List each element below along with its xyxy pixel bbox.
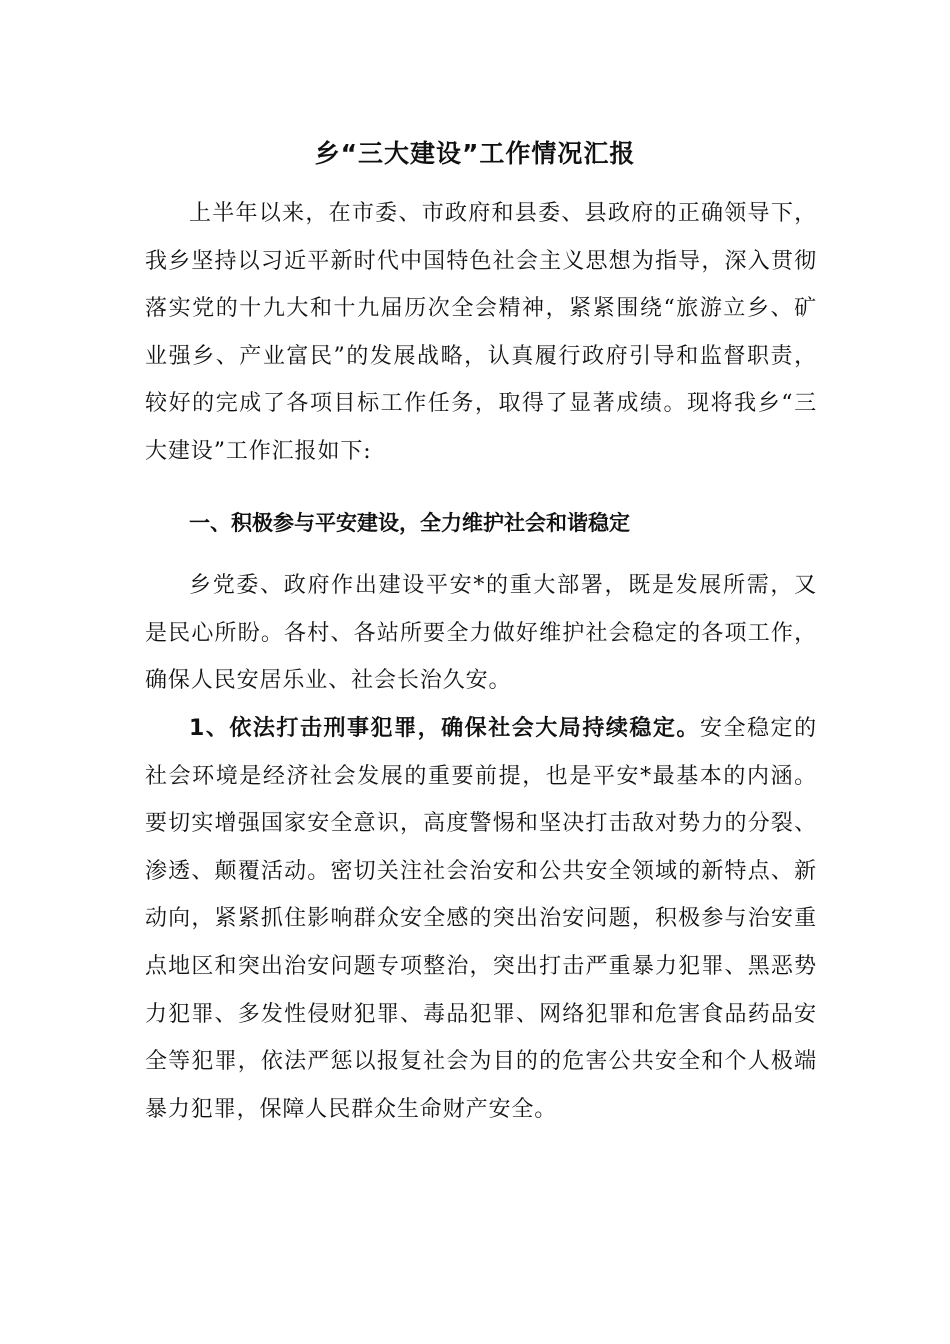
intro-paragraph: 上半年以来，在市委、市政府和县委、县政府的正确领导下，我乡坚持以习近平新时代中国特色社会主义思想为指导，深入贯彻落实党的十九大和十九届历次全会精神，紧紧围绕“旅游立乡、矿业强乡、产业富民”的发展战略，认真履行政府引导和监督职责，较好的完成了各项目标工作任务，取得了显著成绩。现将我乡“三大建设”工作汇报如下:: [145, 201, 817, 464]
document-title: 乡“三大建设”工作情况汇报: [314, 139, 636, 168]
section-1-heading: 一、积极参与平安建设，全力维护社会和谐稳定: [189, 511, 630, 535]
item-1-paragraph: [145, 705, 817, 1133]
section-1-paragraph: 乡党委、政府作出建设平安*的重大部署，既是发展所需，又是民心所盼。各村、各站所要全力做好维护社会稳定的各项工作，确保人民安居乐业、社会长治久安。: [145, 573, 817, 694]
item-1-body: 安全稳定的社会环境是经济社会发展的重要前提，也是平安*最基本的内涵。要切实增强国家安全意识，高度警惕和坚决打击敌对势力的分裂、渗透、颠覆活动。密切关注社会治安和公共安全领域的新特点、新动向，紧紧抓住影响群众安全感的突出治安问题，积极参与治安重点地区和突出治安问题专项整治，突出打击严重暴力犯罪、黑恶势力犯罪、多发性侵财犯罪、毒品犯罪、网络犯罪和危害食品药品安全等犯罪，依法严惩以报复社会为目的的危害公共安全和个人极端暴力犯罪，保障人民群众生命财产安全。: [145, 716, 817, 1122]
item-1-lead: 1、依法打击刑事犯罪，确保社会大局持续稳定。: [189, 716, 700, 741]
